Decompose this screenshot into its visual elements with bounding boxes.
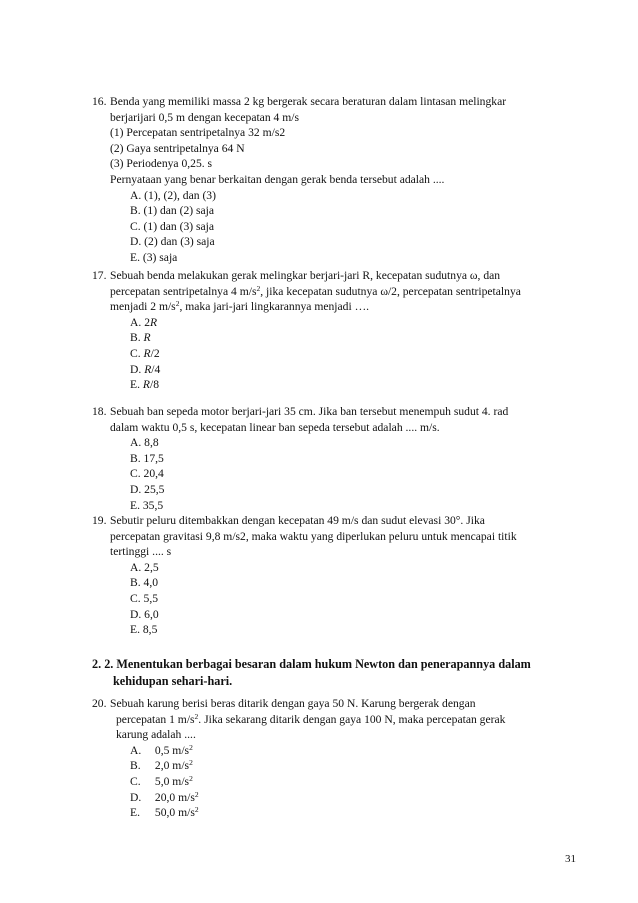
question-text: percepatan gravitasi 9,8 m/s2, maka waktu yang diperlukan peluru untuk mencapai titik — [110, 529, 517, 543]
question-20 — [92, 696, 582, 821]
question-text: Benda yang memiliki massa 2 kg bergerak secara beraturan dalam lintasan melingkar — [110, 95, 507, 108]
question-text: percepatan 1 $m/s^2$. Jika sekarang ditarik dengan gaya 100 N, maka percepatan gerak — [116, 711, 506, 726]
question-number: 17. — [92, 269, 107, 282]
question-18 — [92, 404, 582, 513]
option-e: E. 8,5 — [130, 623, 158, 637]
question-text: Sebutir peluru ditembakkan dengan kecepatan 49 m/s dan sudut elevasi 30°. Jika — [110, 514, 485, 527]
option-b: B. (1) dan (2) saja — [130, 204, 215, 218]
option-e: E. 35,5 — [130, 498, 164, 512]
question-19 — [92, 513, 582, 638]
option-b: B. 17,5 — [130, 451, 164, 465]
question-prompt: Pernyataan yang benar berkaitan dengan gerak benda tersebut adalah .... — [110, 172, 445, 186]
question-text: tertinggi .... s — [110, 545, 172, 559]
option-a: A. (1), (2), dan (3) — [130, 188, 216, 202]
question-text: karung adalah .... — [116, 728, 196, 742]
question-text: Sebuah benda melakukan gerak melingkar berjari-jari R, kecepatan sudutnya ω, dan — [110, 269, 501, 282]
question-text: Sebuah ban sepeda motor berjari-jari 35 cm. Jika ban tersebut menempuh sudut 4. rad — [110, 405, 509, 418]
question-number: 20. — [92, 697, 107, 710]
option-b: B. R — [130, 331, 151, 345]
option-d: D. 25,5 — [130, 482, 165, 496]
option-c: C. 5,0 $m/s^2$ — [130, 773, 193, 788]
option-d: D. R/4 — [130, 362, 161, 376]
option-a: A. 2R — [130, 315, 158, 329]
question-16 — [92, 94, 582, 266]
question-text: menjadi 2 $m/s^2$, maka jari-jari lingkarannya menjadi …. — [110, 299, 370, 314]
option-c: C. R/2 — [130, 346, 160, 360]
option-e: E. R/8 — [130, 378, 160, 392]
question-text: dalam waktu 0,5 s, kecepatan linear ban sepeda tersebut adalah .... m/s. — [110, 420, 440, 434]
section-heading-line: 2. 2. Menentukan berbagai besaran dalam hukum Newton dan penerapannya dalam — [92, 657, 531, 671]
question-number: 19. — [92, 514, 107, 527]
option-c: C. (1) dan (3) saja — [130, 219, 215, 233]
option-d: D. 6,0 — [130, 607, 159, 621]
option-e: E. 50,0 $m/s^2$ — [130, 805, 199, 820]
section-heading — [92, 656, 582, 690]
option-d: D. 20,0 $m/s^2$ — [130, 789, 199, 804]
section-heading-line: kehidupan sehari-hari. — [113, 674, 233, 688]
statement-1: (1) Percepatan sentripetalnya 32 m/s2 — [110, 126, 286, 140]
option-c: C. 5,5 — [130, 591, 159, 605]
option-a: A. 2,5 — [130, 560, 159, 574]
option-c: C. 20,4 — [130, 467, 164, 481]
option-a: A. 0,5 $m/s^2$ — [130, 742, 193, 757]
question-text: Sebuah karung berisi beras ditarik dengan gaya 50 N. Karung bergerak dengan — [110, 697, 476, 710]
option-b: B. 4,0 — [130, 576, 159, 590]
statement-2: (2) Gaya sentripetalnya 64 N — [110, 141, 245, 155]
question-text: berjarijari 0,5 m dengan kecepatan 4 m/s — [110, 110, 299, 124]
statement-3: (3) Periodenya 0,25. s — [110, 157, 213, 171]
question-text: percepatan sentripetalnya 4 $m/s^2$, jika kecepatan sudutnya ω/2, percepatan sentripetalnya — [110, 283, 521, 298]
page-number: 31 — [565, 853, 576, 865]
option-e: E. (3) saja — [130, 250, 178, 264]
question-17 — [92, 268, 582, 393]
option-d: D. (2) dan (3) saja — [130, 235, 215, 249]
option-b: B. 2,0 $m/s^2$ — [130, 758, 193, 773]
question-number: 16. — [92, 95, 107, 108]
option-a: A. 8,8 — [130, 436, 159, 450]
question-number: 18. — [92, 405, 107, 418]
